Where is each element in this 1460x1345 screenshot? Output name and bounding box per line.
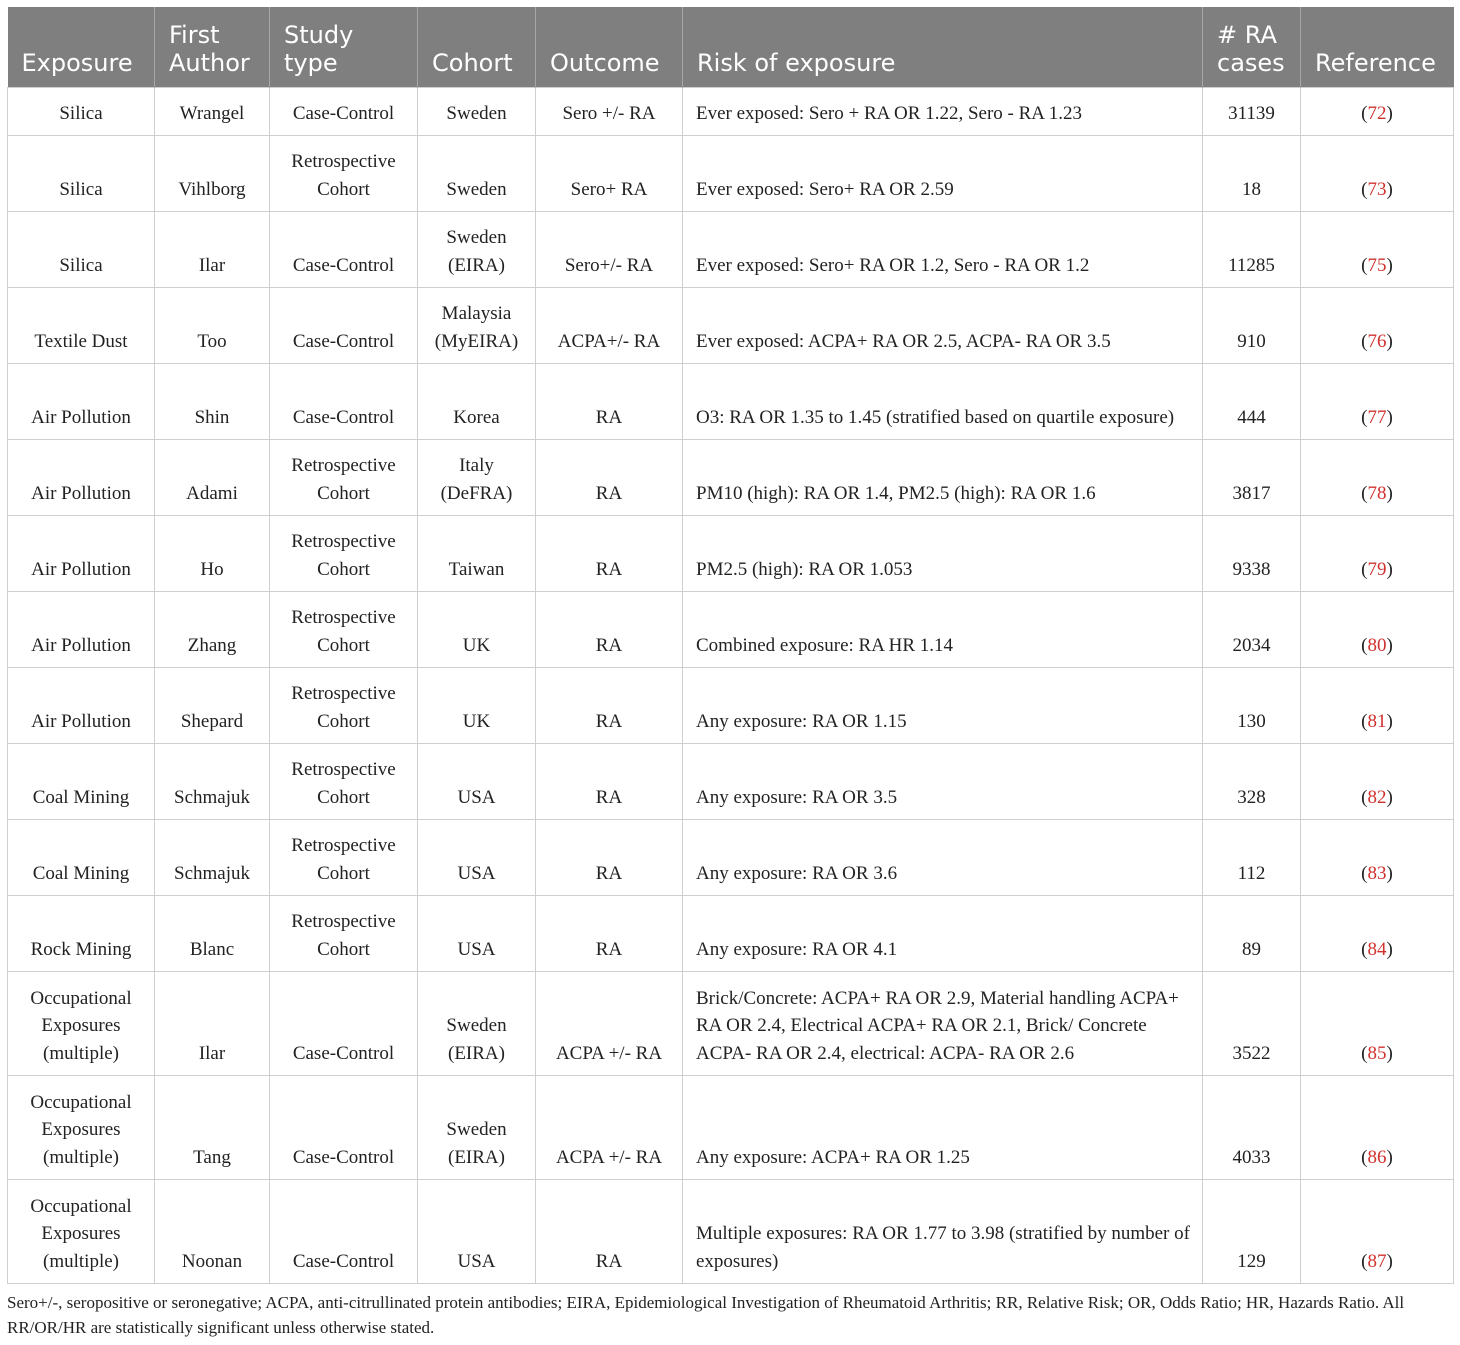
cell-risk: PM10 (high): RA OR 1.4, PM2.5 (high): RA OR 1.6: [683, 440, 1203, 516]
cell-first-author: Too: [155, 288, 270, 364]
table-row: [8, 820, 1454, 896]
cell-exposure: Silica: [8, 212, 155, 288]
cell-first-author: Ho: [155, 516, 270, 592]
cell-first-author: Schmajuk: [155, 744, 270, 820]
cell-risk: Any exposure: ACPA+ RA OR 1.25: [683, 1076, 1203, 1180]
cell-cohort: Sweden (EIRA): [418, 212, 536, 288]
cell-outcome: Sero +/- RA: [536, 88, 683, 136]
cell-cohort: Taiwan: [418, 516, 536, 592]
cell-study-type: Case-Control: [270, 972, 418, 1076]
cell-ra-cases: 2034: [1203, 592, 1301, 668]
cell-ra-cases: 18: [1203, 136, 1301, 212]
cell-cohort: USA: [418, 744, 536, 820]
table-row: [8, 972, 1454, 1076]
cell-study-type: Retrospective Cohort: [270, 820, 418, 896]
table-row: [8, 1076, 1454, 1180]
cell-outcome: Sero+ RA: [536, 136, 683, 212]
cell-first-author: Wrangel: [155, 88, 270, 136]
cell-first-author: Zhang: [155, 592, 270, 668]
cell-risk: Any exposure: RA OR 3.5: [683, 744, 1203, 820]
cell-study-type: Retrospective Cohort: [270, 896, 418, 972]
cell-reference: (79): [1301, 516, 1454, 592]
cell-reference: (87): [1301, 1180, 1454, 1284]
cell-reference: (86): [1301, 1076, 1454, 1180]
cell-outcome: ACPA +/- RA: [536, 972, 683, 1076]
cell-exposure: Air Pollution: [8, 668, 155, 744]
cell-reference: (82): [1301, 744, 1454, 820]
table-footnote: Sero+/-, seropositive or seronegative; ACPA, anti-citrullinated protein antibodies; EIRA, Epidemiological Investigation of Rheumatoid Arthritis; RR, Relative Risk; OR, Odds Ratio; HR, Hazards Ratio. All RR/OR/HR are statistically significant unless otherwise stated.: [7, 1293, 1405, 1337]
cell-first-author: Shin: [155, 364, 270, 440]
table-container: [7, 7, 1453, 1284]
reference-link[interactable]: 82: [1367, 786, 1387, 808]
cell-outcome: ACPA+/- RA: [536, 288, 683, 364]
cell-outcome: RA: [536, 440, 683, 516]
cell-reference: (72): [1301, 88, 1454, 136]
table-row: [8, 212, 1454, 288]
cell-exposure: Coal Mining: [8, 744, 155, 820]
cell-study-type: Retrospective Cohort: [270, 744, 418, 820]
cell-risk: O3: RA OR 1.35 to 1.45 (stratified based on quartile exposure): [683, 364, 1203, 440]
cell-outcome: RA: [536, 1180, 683, 1284]
cell-reference: (78): [1301, 440, 1454, 516]
cell-first-author: Shepard: [155, 668, 270, 744]
cell-ra-cases: 112: [1203, 820, 1301, 896]
cell-ra-cases: 9338: [1203, 516, 1301, 592]
header-study-type: Study type: [270, 7, 418, 88]
table-row: [8, 88, 1454, 136]
reference-link[interactable]: 87: [1367, 1250, 1387, 1272]
cell-cohort: UK: [418, 668, 536, 744]
cell-first-author: Ilar: [155, 972, 270, 1076]
reference-link[interactable]: 81: [1367, 710, 1387, 732]
cell-cohort: Malaysia (MyEIRA): [418, 288, 536, 364]
cell-ra-cases: 11285: [1203, 212, 1301, 288]
cell-risk: Any exposure: RA OR 3.6: [683, 820, 1203, 896]
cell-risk: Any exposure: RA OR 1.15: [683, 668, 1203, 744]
cell-study-type: Case-Control: [270, 1180, 418, 1284]
cell-study-type: Case-Control: [270, 288, 418, 364]
cell-outcome: RA: [536, 668, 683, 744]
exposure-table: [7, 7, 1454, 1284]
cell-risk: Brick/Concrete: ACPA+ RA OR 2.9, Material handling ACPA+ RA OR 2.4, Electrical ACPA+ RA OR 2.1, Brick/ Concrete ACPA- RA OR 2.4, electrical: ACPA- RA OR 2.6: [683, 972, 1203, 1076]
cell-exposure: Occupational Exposures (multiple): [8, 1076, 155, 1180]
header-ra-cases: # RA cases: [1203, 7, 1301, 88]
table-row: [8, 136, 1454, 212]
cell-ra-cases: 444: [1203, 364, 1301, 440]
cell-outcome: ACPA +/- RA: [536, 1076, 683, 1180]
cell-exposure: Air Pollution: [8, 364, 155, 440]
cell-cohort: Korea: [418, 364, 536, 440]
cell-cohort: USA: [418, 820, 536, 896]
reference-link[interactable]: 79: [1367, 558, 1387, 580]
cell-first-author: Ilar: [155, 212, 270, 288]
table-row: [8, 1180, 1454, 1284]
cell-risk: Ever exposed: Sero+ RA OR 2.59: [683, 136, 1203, 212]
cell-study-type: Retrospective Cohort: [270, 592, 418, 668]
cell-cohort: Italy (DeFRA): [418, 440, 536, 516]
cell-study-type: Case-Control: [270, 88, 418, 136]
table-row: [8, 668, 1454, 744]
cell-cohort: Sweden: [418, 136, 536, 212]
cell-reference: (83): [1301, 820, 1454, 896]
cell-reference: (80): [1301, 592, 1454, 668]
cell-exposure: Air Pollution: [8, 592, 155, 668]
cell-risk: Ever exposed: Sero+ RA OR 1.2, Sero - RA OR 1.2: [683, 212, 1203, 288]
header-first-author: First Author: [155, 7, 270, 88]
cell-exposure: Coal Mining: [8, 820, 155, 896]
cell-cohort: USA: [418, 1180, 536, 1284]
cell-risk: Any exposure: RA OR 4.1: [683, 896, 1203, 972]
cell-outcome: RA: [536, 516, 683, 592]
cell-study-type: Retrospective Cohort: [270, 136, 418, 212]
cell-reference: (77): [1301, 364, 1454, 440]
table-row: [8, 592, 1454, 668]
table-body: [8, 88, 1454, 1284]
table-row: [8, 744, 1454, 820]
cell-outcome: RA: [536, 592, 683, 668]
cell-first-author: Blanc: [155, 896, 270, 972]
cell-exposure: Rock Mining: [8, 896, 155, 972]
cell-cohort: Sweden (EIRA): [418, 972, 536, 1076]
cell-outcome: RA: [536, 820, 683, 896]
reference-link[interactable]: 76: [1367, 330, 1387, 352]
cell-exposure: Air Pollution: [8, 516, 155, 592]
cell-risk: PM2.5 (high): RA OR 1.053: [683, 516, 1203, 592]
cell-outcome: RA: [536, 364, 683, 440]
cell-exposure: Silica: [8, 88, 155, 136]
cell-study-type: Case-Control: [270, 1076, 418, 1180]
cell-exposure: Occupational Exposures (multiple): [8, 1180, 155, 1284]
cell-risk: Ever exposed: Sero + RA OR 1.22, Sero - RA 1.23: [683, 88, 1203, 136]
cell-first-author: Vihlborg: [155, 136, 270, 212]
reference-link[interactable]: 80: [1367, 634, 1387, 656]
cell-reference: (84): [1301, 896, 1454, 972]
cell-ra-cases: 910: [1203, 288, 1301, 364]
reference-link[interactable]: 73: [1367, 178, 1387, 200]
table-row: [8, 440, 1454, 516]
cell-ra-cases: 328: [1203, 744, 1301, 820]
cell-reference: (81): [1301, 668, 1454, 744]
cell-ra-cases: 129: [1203, 1180, 1301, 1284]
cell-reference: (75): [1301, 212, 1454, 288]
cell-study-type: Case-Control: [270, 212, 418, 288]
cell-outcome: RA: [536, 744, 683, 820]
reference-link[interactable]: 77: [1367, 406, 1387, 428]
cell-study-type: Retrospective Cohort: [270, 516, 418, 592]
cell-reference: (85): [1301, 972, 1454, 1076]
table-row: [8, 288, 1454, 364]
cell-first-author: Tang: [155, 1076, 270, 1180]
cell-study-type: Retrospective Cohort: [270, 440, 418, 516]
header-outcome: Outcome: [536, 7, 683, 88]
cell-ra-cases: 89: [1203, 896, 1301, 972]
cell-outcome: Sero+/- RA: [536, 212, 683, 288]
reference-link[interactable]: 83: [1367, 862, 1387, 884]
cell-ra-cases: 4033: [1203, 1076, 1301, 1180]
cell-cohort: USA: [418, 896, 536, 972]
cell-study-type: Retrospective Cohort: [270, 668, 418, 744]
reference-link[interactable]: 78: [1367, 482, 1387, 504]
cell-reference: (76): [1301, 288, 1454, 364]
reference-link[interactable]: 72: [1367, 102, 1387, 124]
cell-outcome: RA: [536, 896, 683, 972]
reference-link[interactable]: 75: [1367, 254, 1387, 276]
cell-ra-cases: 31139: [1203, 88, 1301, 136]
header-risk: Risk of exposure: [683, 7, 1203, 88]
cell-reference: (73): [1301, 136, 1454, 212]
table-row: [8, 896, 1454, 972]
cell-risk: Multiple exposures: RA OR 1.77 to 3.98 (stratified by number of exposures): [683, 1180, 1203, 1284]
cell-first-author: Noonan: [155, 1180, 270, 1284]
cell-exposure: Silica: [8, 136, 155, 212]
cell-study-type: Case-Control: [270, 364, 418, 440]
table-row: [8, 516, 1454, 592]
reference-link[interactable]: 85: [1367, 1042, 1387, 1064]
cell-exposure: Occupational Exposures (multiple): [8, 972, 155, 1076]
cell-cohort: Sweden (EIRA): [418, 1076, 536, 1180]
cell-first-author: Schmajuk: [155, 820, 270, 896]
cell-ra-cases: 130: [1203, 668, 1301, 744]
reference-link[interactable]: 84: [1367, 938, 1387, 960]
cell-cohort: Sweden: [418, 88, 536, 136]
table-row: [8, 364, 1454, 440]
cell-cohort: UK: [418, 592, 536, 668]
header-row: [8, 7, 1454, 88]
header-exposure: Exposure: [8, 7, 155, 88]
cell-ra-cases: 3817: [1203, 440, 1301, 516]
cell-ra-cases: 3522: [1203, 972, 1301, 1076]
header-cohort: Cohort: [418, 7, 536, 88]
cell-exposure: Air Pollution: [8, 440, 155, 516]
cell-exposure: Textile Dust: [8, 288, 155, 364]
cell-risk: Combined exposure: RA HR 1.14: [683, 592, 1203, 668]
reference-link[interactable]: 86: [1367, 1146, 1387, 1168]
cell-risk: Ever exposed: ACPA+ RA OR 2.5, ACPA- RA OR 3.5: [683, 288, 1203, 364]
header-reference: Reference: [1301, 7, 1454, 88]
cell-first-author: Adami: [155, 440, 270, 516]
